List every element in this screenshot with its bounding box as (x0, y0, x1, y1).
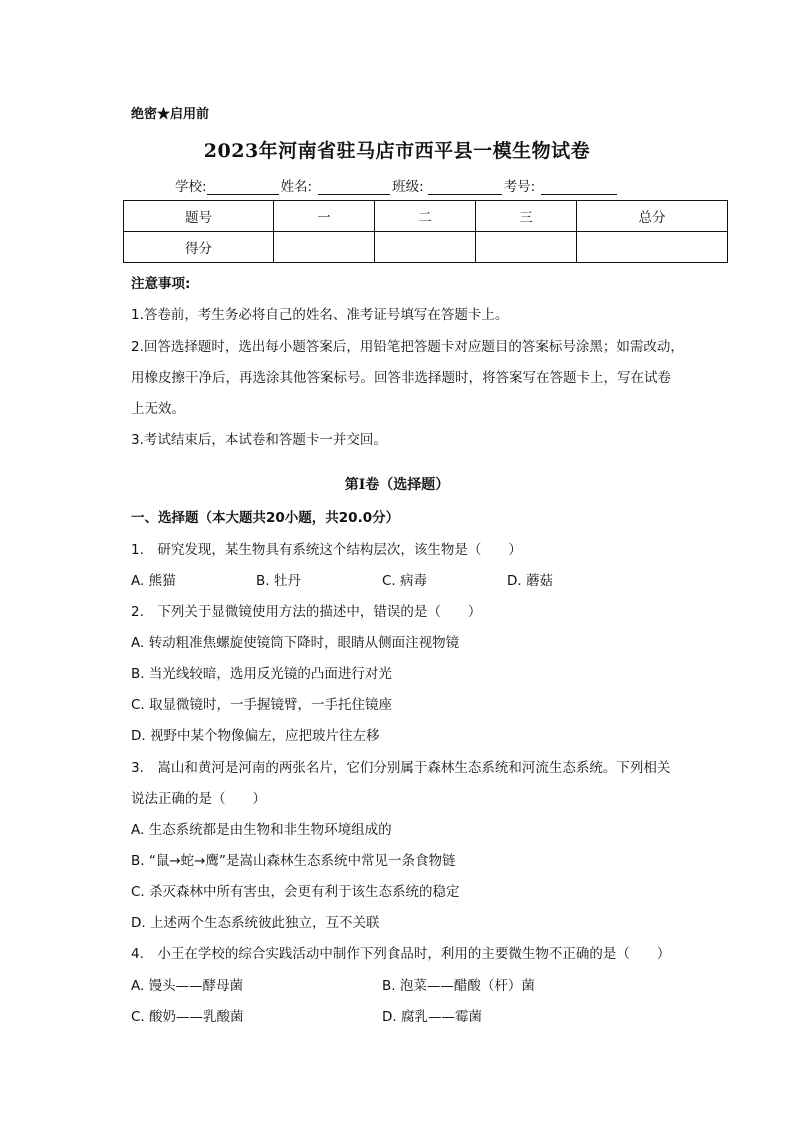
question-3-stem-continued: 说法正确的是（ ） (131, 791, 266, 807)
header-cell-question-no: 题号 (124, 201, 274, 232)
question-3-option-b[interactable]: B. “鼠→蛇→鹰”是嵩山森林生态系统中常见一条食物链 (131, 853, 456, 869)
question-3-option-d[interactable]: D. 上述两个生态系统彼此独立，互不关联 (131, 915, 380, 931)
question-2-option-a[interactable]: A. 转动粗准焦螺旋使镜筒下降时，眼睛从侧面注视物镜 (131, 635, 460, 651)
question-4-option-a[interactable]: A. 馒头——酵母菌 (131, 978, 244, 994)
header-cell-part-2: 二 (375, 201, 476, 232)
student-info-line (175, 175, 619, 195)
question-1-stem: 1. 研究发现，某生物具有系统这个结构层次，该生物是（ ） (131, 542, 522, 558)
name-field[interactable] (318, 180, 390, 195)
question-4-stem: 4. 小王在学校的综合实践活动中制作下列食品时，利用的主要微生物不正确的是（ ） (131, 946, 671, 962)
question-3-stem: 3. 嵩山和黄河是河南的两张名片，它们分别属于森林生态系统和河流生态系统。下列相关 (131, 760, 671, 776)
school-field[interactable] (207, 180, 279, 195)
score-cell-part-1[interactable] (274, 232, 375, 263)
score-cell-total[interactable] (577, 232, 728, 263)
question-4-option-b[interactable]: B. 泡菜——醋酸（杆）菌 (382, 978, 535, 994)
note-line: 2.回答选择题时，选出每小题答案后，用铅笔把答题卡对应题目的答案标号涂黑；如需改动， (131, 339, 684, 355)
score-row-label: 得分 (124, 232, 274, 263)
question-1-option-d[interactable]: D. 蘑菇 (507, 573, 553, 589)
name-label: 姓名: (280, 179, 313, 195)
note-line: 上无效。 (131, 401, 185, 417)
score-table-header-row (124, 201, 728, 232)
score-cell-part-2[interactable] (375, 232, 476, 263)
header-cell-part-3: 三 (476, 201, 577, 232)
question-1-option-c[interactable]: C. 病毒 (382, 573, 428, 589)
class-label: 班级: (392, 179, 424, 195)
part-title: 一、选择题（本大题共20小题，共20.0分） (131, 510, 400, 526)
header-cell-part-1: 一 (274, 201, 375, 232)
question-4-option-d[interactable]: D. 腐乳——霉菌 (382, 1009, 482, 1025)
note-line: 用橡皮擦干净后，再选涂其他答案标号。回答非选择题时，将答案写在答题卡上，写在试卷 (131, 370, 671, 386)
note-line: 3.考试结束后，本试卷和答题卡一并交回。 (131, 432, 387, 448)
question-1-option-a[interactable]: A. 熊猫 (131, 573, 176, 589)
score-table-score-row (124, 232, 728, 263)
school-label: 学校: (175, 179, 207, 195)
page-title: 2023年河南省驻马店市西平县一模生物试卷 (203, 140, 591, 162)
question-2-stem: 2. 下列关于显微镜使用方法的描述中，错误的是（ ） (131, 604, 482, 620)
exam-no-label: 考号: (503, 179, 536, 195)
question-2-option-d[interactable]: D. 视野中某个物像偏左，应把玻片往左移 (131, 728, 380, 744)
question-4-option-c[interactable]: C. 酸奶——乳酸菌 (131, 1009, 244, 1025)
section-title: 第I卷（选择题） (344, 477, 450, 493)
note-line: 1.答卷前，考生务必将自己的姓名、准考证号填写在答题卡上。 (131, 307, 509, 323)
question-1-option-b[interactable]: B. 牡丹 (256, 573, 301, 589)
question-3-option-a[interactable]: A. 生态系统都是由生物和非生物环境组成的 (131, 822, 392, 838)
score-table (123, 200, 728, 263)
header-cell-total: 总分 (577, 201, 728, 232)
score-cell-part-3[interactable] (476, 232, 577, 263)
notes-heading: 注意事项: (131, 276, 191, 292)
question-2-option-b[interactable]: B. 当光线较暗，选用反光镜的凸面进行对光 (131, 666, 392, 682)
question-2-option-c[interactable]: C. 取显微镜时，一手握镜臂，一手托住镜座 (131, 697, 393, 713)
question-3-option-c[interactable]: C. 杀灭森林中所有害虫，会更有利于该生态系统的稳定 (131, 884, 460, 900)
exam-no-field[interactable] (541, 180, 617, 195)
class-field[interactable] (428, 180, 502, 195)
confidential-mark: 绝密★启用前 (131, 107, 210, 122)
